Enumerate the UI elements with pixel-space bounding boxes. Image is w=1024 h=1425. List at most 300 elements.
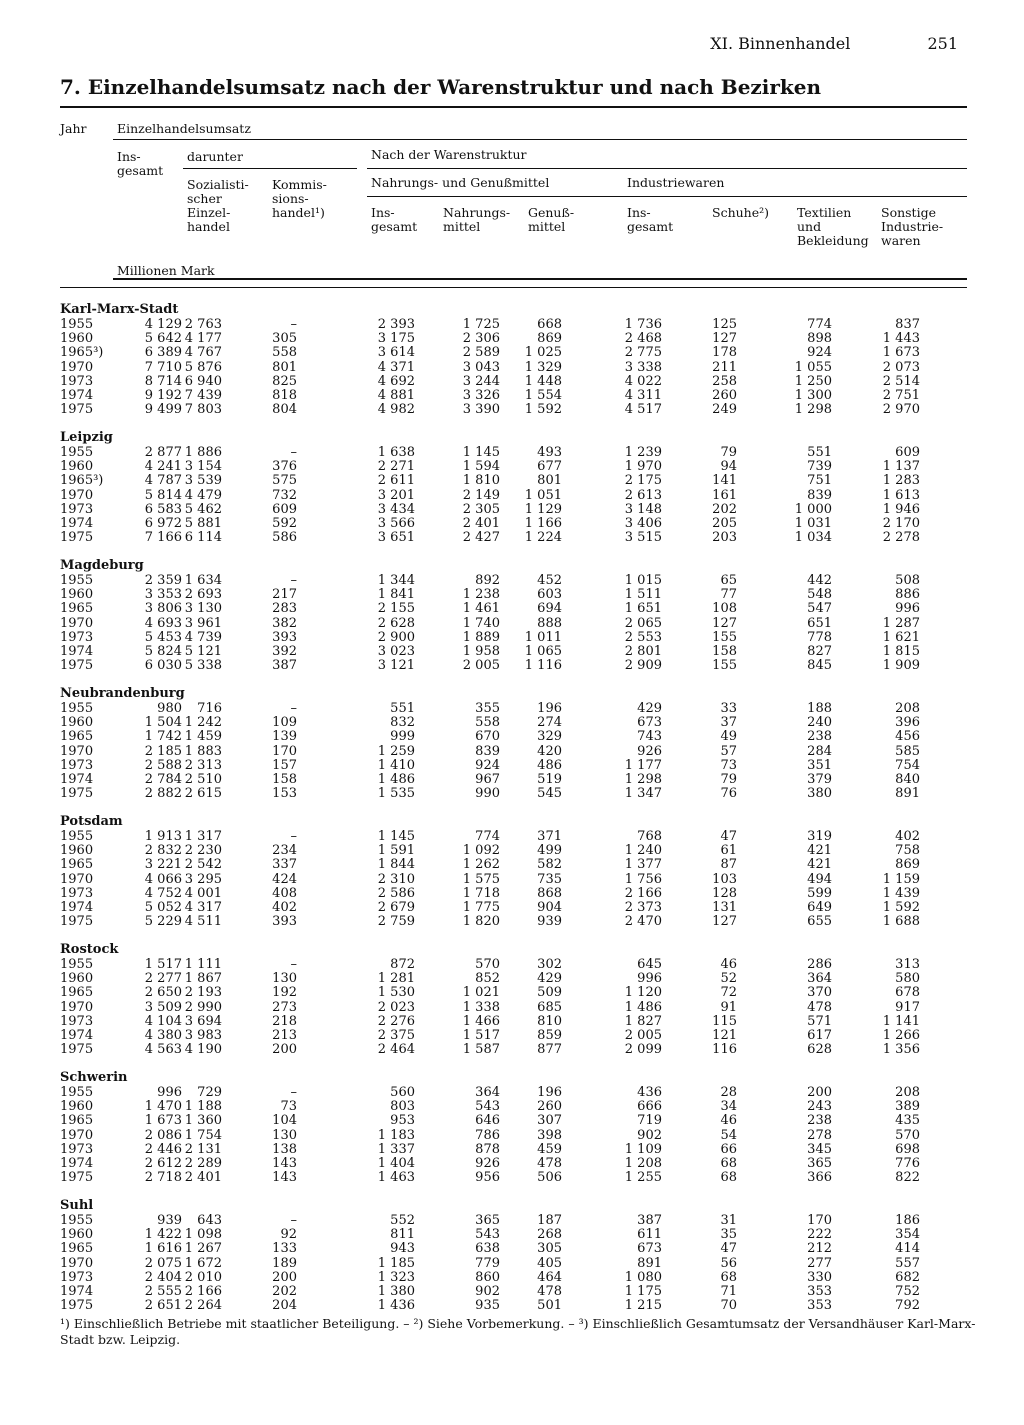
value-cell: 204 bbox=[272, 1298, 297, 1314]
value-cell: 70 bbox=[720, 1298, 737, 1314]
value-cell: 2 650 bbox=[144, 985, 182, 1001]
value-cell: 133 bbox=[272, 1241, 297, 1257]
value-cell: 87 bbox=[720, 857, 737, 873]
value-cell: 1 463 bbox=[377, 1170, 415, 1186]
value-cell: 5 462 bbox=[184, 501, 222, 517]
table-row bbox=[60, 915, 980, 929]
value-cell: 49 bbox=[720, 729, 737, 745]
value-cell: 6 030 bbox=[144, 658, 182, 674]
value-cell: 115 bbox=[712, 1013, 737, 1029]
value-cell: 138 bbox=[272, 1141, 297, 1157]
value-cell: 4 022 bbox=[624, 373, 662, 389]
table-row bbox=[60, 460, 980, 474]
table-row bbox=[60, 389, 980, 403]
value-cell: 1 120 bbox=[624, 985, 662, 1001]
value-cell: 2 427 bbox=[462, 530, 500, 546]
value-cell: 186 bbox=[895, 1213, 920, 1228]
region-name: Karl-Marx-Stadt bbox=[60, 302, 179, 317]
year-cell: 1960 bbox=[60, 1227, 94, 1243]
value-cell: 1 466 bbox=[462, 1013, 500, 1029]
value-cell: 379 bbox=[807, 771, 832, 787]
value-cell: 1 323 bbox=[377, 1269, 415, 1285]
table-row bbox=[60, 1129, 980, 1143]
value-cell: 79 bbox=[720, 771, 737, 787]
value-cell: 200 bbox=[272, 1269, 297, 1285]
value-cell: 238 bbox=[807, 729, 832, 745]
col-textilien: Textilien und Bekleidung bbox=[797, 205, 869, 248]
value-cell: 72 bbox=[720, 985, 737, 1001]
value-cell: 170 bbox=[272, 743, 297, 759]
value-cell: 2 099 bbox=[624, 1042, 662, 1058]
year-cell: 1974 bbox=[60, 1027, 94, 1043]
value-cell: 2 470 bbox=[624, 914, 662, 930]
value-cell: 670 bbox=[475, 729, 500, 745]
year-cell: 1960 bbox=[60, 715, 94, 731]
value-cell: 768 bbox=[637, 829, 662, 844]
value-cell: 852 bbox=[475, 971, 500, 987]
value-cell: 5 121 bbox=[184, 643, 222, 659]
value-cell: 5 338 bbox=[184, 658, 222, 674]
value-cell: 1 137 bbox=[882, 459, 920, 475]
value-cell: 1 281 bbox=[377, 971, 415, 987]
value-cell: 6 972 bbox=[144, 515, 182, 531]
value-cell: 2 375 bbox=[377, 1027, 415, 1043]
value-cell: 307 bbox=[537, 1113, 562, 1129]
value-cell: 990 bbox=[475, 786, 500, 802]
value-cell: 202 bbox=[272, 1283, 297, 1299]
value-cell: 5 881 bbox=[184, 515, 222, 531]
value-cell: 345 bbox=[807, 1141, 832, 1157]
value-cell: 108 bbox=[712, 601, 737, 617]
value-cell: 187 bbox=[537, 1213, 562, 1228]
year-cell: 1970 bbox=[60, 871, 94, 887]
value-cell: 4 767 bbox=[184, 345, 222, 361]
year-cell: 1960 bbox=[60, 459, 94, 475]
value-cell: 651 bbox=[807, 615, 832, 631]
value-cell: 2 155 bbox=[377, 601, 415, 617]
value-cell: 4 104 bbox=[144, 1013, 182, 1029]
value-cell: 2 401 bbox=[184, 1170, 222, 1186]
value-cell: 1 613 bbox=[882, 487, 920, 503]
value-cell: 4 311 bbox=[624, 387, 662, 403]
value-cell: 2 149 bbox=[462, 487, 500, 503]
value-cell: 1 287 bbox=[882, 615, 920, 631]
value-cell: 127 bbox=[712, 615, 737, 631]
value-cell: 655 bbox=[807, 914, 832, 930]
value-cell: 92 bbox=[280, 1227, 297, 1243]
year-cell: 1955 bbox=[60, 317, 94, 332]
value-cell: 646 bbox=[475, 1113, 500, 1129]
value-cell: 1 672 bbox=[184, 1255, 222, 1271]
page-number: 251 bbox=[927, 34, 958, 53]
value-cell: 837 bbox=[895, 317, 920, 332]
value-cell: 1 470 bbox=[144, 1099, 182, 1115]
value-cell: 103 bbox=[712, 871, 737, 887]
value-cell: 839 bbox=[807, 487, 832, 503]
table-row bbox=[60, 1285, 980, 1299]
value-cell: 125 bbox=[712, 317, 737, 332]
value-cell: 478 bbox=[537, 1283, 562, 1299]
value-cell: 1 742 bbox=[144, 729, 182, 745]
table-row bbox=[60, 844, 980, 858]
value-cell: 1 404 bbox=[377, 1155, 415, 1171]
value-cell: 329 bbox=[537, 729, 562, 745]
table-row bbox=[60, 958, 980, 972]
value-cell: 376 bbox=[272, 459, 297, 475]
value-cell: 3 694 bbox=[184, 1013, 222, 1029]
value-cell: 127 bbox=[712, 914, 737, 930]
year-cell: 1970 bbox=[60, 999, 94, 1015]
value-cell: 1 436 bbox=[377, 1298, 415, 1314]
value-cell: 3 338 bbox=[624, 359, 662, 375]
value-cell: 571 bbox=[807, 1013, 832, 1029]
value-cell: 4 511 bbox=[184, 914, 222, 930]
value-cell: 202 bbox=[712, 501, 737, 517]
value-cell: 804 bbox=[272, 402, 297, 418]
year-cell: 1973 bbox=[60, 1269, 94, 1285]
value-cell: 2 289 bbox=[184, 1155, 222, 1171]
value-cell: 46 bbox=[720, 957, 737, 972]
value-cell: 869 bbox=[895, 857, 920, 873]
region-section bbox=[60, 302, 980, 417]
value-cell: – bbox=[290, 957, 297, 972]
value-cell: 494 bbox=[807, 871, 832, 887]
value-cell: 735 bbox=[537, 871, 562, 887]
value-cell: – bbox=[290, 445, 297, 460]
value-cell: 892 bbox=[475, 573, 500, 588]
value-cell: 743 bbox=[637, 729, 662, 745]
value-cell: 1 208 bbox=[624, 1155, 662, 1171]
value-cell: 519 bbox=[537, 771, 562, 787]
value-cell: 1 145 bbox=[377, 829, 415, 844]
table-row bbox=[60, 986, 980, 1000]
value-cell: 65 bbox=[720, 573, 737, 588]
table-row bbox=[60, 759, 980, 773]
value-cell: 68 bbox=[720, 1269, 737, 1285]
value-cell: 1 166 bbox=[524, 515, 562, 531]
value-cell: 421 bbox=[807, 843, 832, 859]
value-cell: 2 086 bbox=[144, 1127, 182, 1143]
value-cell: 3 406 bbox=[624, 515, 662, 531]
value-cell: – bbox=[290, 1085, 297, 1100]
value-cell: 2 073 bbox=[882, 359, 920, 375]
value-cell: 1 591 bbox=[377, 843, 415, 859]
value-cell: 3 023 bbox=[377, 643, 415, 659]
year-cell: 1970 bbox=[60, 615, 94, 631]
value-cell: 2 166 bbox=[184, 1283, 222, 1299]
value-cell: 1 883 bbox=[184, 743, 222, 759]
value-cell: 3 539 bbox=[184, 473, 222, 489]
value-cell: 506 bbox=[537, 1170, 562, 1186]
rule-under-groups bbox=[367, 196, 967, 197]
value-cell: 1 459 bbox=[184, 729, 222, 745]
value-cell: 878 bbox=[475, 1141, 500, 1157]
value-cell: 832 bbox=[390, 715, 415, 731]
value-cell: 351 bbox=[807, 757, 832, 773]
value-cell: 493 bbox=[537, 445, 562, 460]
value-cell: 1 970 bbox=[624, 459, 662, 475]
year-cell: 1955 bbox=[60, 829, 94, 844]
value-cell: 211 bbox=[712, 359, 737, 375]
value-cell: 2 784 bbox=[144, 771, 182, 787]
value-cell: 902 bbox=[637, 1127, 662, 1143]
value-cell: 4 692 bbox=[377, 373, 415, 389]
value-cell: 3 515 bbox=[624, 530, 662, 546]
year-cell: 1974 bbox=[60, 1283, 94, 1299]
value-cell: 389 bbox=[895, 1099, 920, 1115]
value-cell: 192 bbox=[272, 985, 297, 1001]
value-cell: 4 241 bbox=[144, 459, 182, 475]
value-cell: 758 bbox=[895, 843, 920, 859]
value-cell: 924 bbox=[807, 345, 832, 361]
table-row bbox=[60, 617, 980, 631]
value-cell: 1 224 bbox=[524, 530, 562, 546]
value-cell: 886 bbox=[895, 587, 920, 603]
year-cell: 1965³) bbox=[60, 345, 104, 361]
col-einzelhandelsumsatz: Einzelhandelsumsatz bbox=[117, 121, 251, 136]
table-row bbox=[60, 1086, 980, 1100]
value-cell: 943 bbox=[390, 1241, 415, 1257]
value-cell: – bbox=[290, 317, 297, 332]
value-cell: 803 bbox=[390, 1099, 415, 1115]
value-cell: 258 bbox=[712, 373, 737, 389]
value-cell: 980 bbox=[157, 701, 182, 716]
value-cell: 4 982 bbox=[377, 402, 415, 418]
year-cell: 1960 bbox=[60, 971, 94, 987]
value-cell: 1 116 bbox=[524, 658, 562, 674]
value-cell: 902 bbox=[475, 1283, 500, 1299]
value-cell: 73 bbox=[280, 1099, 297, 1115]
value-cell: 7 439 bbox=[184, 387, 222, 403]
value-cell: 3 651 bbox=[377, 530, 415, 546]
table-row bbox=[60, 503, 980, 517]
region-section bbox=[60, 686, 980, 801]
value-cell: 8 714 bbox=[144, 373, 182, 389]
region-section bbox=[60, 1198, 980, 1313]
value-cell: 1 347 bbox=[624, 786, 662, 802]
value-cell: 3 295 bbox=[184, 871, 222, 887]
value-cell: 2 023 bbox=[377, 999, 415, 1015]
value-cell: 273 bbox=[272, 999, 297, 1015]
value-cell: 57 bbox=[720, 743, 737, 759]
value-cell: 35 bbox=[720, 1227, 737, 1243]
value-cell: 76 bbox=[720, 786, 737, 802]
value-cell: 547 bbox=[807, 601, 832, 617]
table-row bbox=[60, 645, 980, 659]
value-cell: 200 bbox=[272, 1042, 297, 1058]
value-cell: 196 bbox=[537, 701, 562, 716]
value-cell: 421 bbox=[807, 857, 832, 873]
col-sonstige: Sonstige Industrie- waren bbox=[881, 205, 944, 248]
table-row bbox=[60, 631, 980, 645]
col-group-industrie: Industriewaren bbox=[627, 175, 725, 190]
value-cell: 155 bbox=[712, 629, 737, 645]
value-cell: 366 bbox=[807, 1170, 832, 1186]
value-cell: 222 bbox=[807, 1227, 832, 1243]
value-cell: 1 111 bbox=[184, 957, 222, 972]
value-cell: 66 bbox=[720, 1141, 737, 1157]
region-name: Leipzig bbox=[60, 430, 113, 445]
value-cell: 234 bbox=[272, 843, 297, 859]
value-cell: 1 360 bbox=[184, 1113, 222, 1129]
value-cell: 1 242 bbox=[184, 715, 222, 731]
value-cell: 5 876 bbox=[184, 359, 222, 375]
year-cell: 1974 bbox=[60, 899, 94, 915]
value-cell: 904 bbox=[537, 899, 562, 915]
value-cell: 868 bbox=[537, 885, 562, 901]
table-row bbox=[60, 1299, 980, 1313]
value-cell: 73 bbox=[720, 757, 737, 773]
value-cell: 387 bbox=[637, 1213, 662, 1228]
value-cell: 2 970 bbox=[882, 402, 920, 418]
value-cell: 2 801 bbox=[624, 643, 662, 659]
col-group-nahrung: Nahrungs- und Genußmittel bbox=[371, 175, 550, 190]
value-cell: 2 373 bbox=[624, 899, 662, 915]
value-cell: 4 739 bbox=[184, 629, 222, 645]
value-cell: 330 bbox=[807, 1269, 832, 1285]
value-cell: 548 bbox=[807, 587, 832, 603]
value-cell: 1 298 bbox=[624, 771, 662, 787]
value-cell: 2 170 bbox=[882, 515, 920, 531]
value-cell: 1 159 bbox=[882, 871, 920, 887]
table-row bbox=[60, 702, 980, 716]
value-cell: 1 239 bbox=[624, 445, 662, 460]
value-cell: 353 bbox=[807, 1298, 832, 1314]
year-cell: 1973 bbox=[60, 373, 94, 389]
value-cell: 1 443 bbox=[882, 331, 920, 347]
value-cell: 1 377 bbox=[624, 857, 662, 873]
value-cell: 2 401 bbox=[462, 515, 500, 531]
value-cell: 822 bbox=[895, 1170, 920, 1186]
value-cell: 1 740 bbox=[462, 615, 500, 631]
year-cell: 1973 bbox=[60, 885, 94, 901]
table-row bbox=[60, 1114, 980, 1128]
value-cell: 2 359 bbox=[144, 573, 182, 588]
value-cell: 599 bbox=[807, 885, 832, 901]
value-cell: 1 673 bbox=[882, 345, 920, 361]
year-cell: 1974 bbox=[60, 643, 94, 659]
value-cell: 7 710 bbox=[144, 359, 182, 375]
value-cell: 2 611 bbox=[377, 473, 415, 489]
value-cell: 189 bbox=[272, 1255, 297, 1271]
table-row bbox=[60, 1100, 980, 1114]
value-cell: 996 bbox=[895, 601, 920, 617]
value-cell: 1 621 bbox=[882, 629, 920, 645]
value-cell: 698 bbox=[895, 1141, 920, 1157]
value-cell: 543 bbox=[475, 1099, 500, 1115]
year-cell: 1974 bbox=[60, 515, 94, 531]
value-cell: 370 bbox=[807, 985, 832, 1001]
value-cell: 779 bbox=[475, 1255, 500, 1271]
value-cell: 4 881 bbox=[377, 387, 415, 403]
value-cell: 170 bbox=[807, 1213, 832, 1228]
value-cell: 2 613 bbox=[624, 487, 662, 503]
value-cell: 319 bbox=[807, 829, 832, 844]
year-cell: 1965 bbox=[60, 1113, 94, 1129]
value-cell: 1 141 bbox=[882, 1013, 920, 1029]
value-cell: 284 bbox=[807, 743, 832, 759]
value-cell: 2 393 bbox=[377, 317, 415, 332]
value-cell: 1 841 bbox=[377, 587, 415, 603]
value-cell: 5 642 bbox=[144, 331, 182, 347]
value-cell: 3 221 bbox=[144, 857, 182, 873]
value-cell: 967 bbox=[475, 771, 500, 787]
value-cell: 558 bbox=[272, 345, 297, 361]
value-cell: 414 bbox=[895, 1241, 920, 1257]
value-cell: 1 338 bbox=[462, 999, 500, 1015]
rule-under-darunter bbox=[183, 168, 357, 169]
table-row bbox=[60, 1015, 980, 1029]
value-cell: 1 517 bbox=[462, 1027, 500, 1043]
unit-label: Millionen Mark bbox=[117, 263, 215, 278]
value-cell: 1 129 bbox=[524, 501, 562, 517]
value-cell: 5 052 bbox=[144, 899, 182, 915]
value-cell: 888 bbox=[537, 615, 562, 631]
value-cell: 776 bbox=[895, 1155, 920, 1171]
value-cell: 178 bbox=[712, 345, 737, 361]
col-schuhe: Schuhe²) bbox=[712, 205, 770, 220]
value-cell: 354 bbox=[895, 1227, 920, 1243]
value-cell: 1 298 bbox=[794, 402, 832, 418]
value-cell: 2 271 bbox=[377, 459, 415, 475]
value-cell: 205 bbox=[712, 515, 737, 531]
year-cell: 1960 bbox=[60, 587, 94, 603]
value-cell: 2 010 bbox=[184, 1269, 222, 1285]
value-cell: 478 bbox=[537, 1155, 562, 1171]
value-cell: 509 bbox=[537, 985, 562, 1001]
value-cell: 1 889 bbox=[462, 629, 500, 645]
value-cell: 3 434 bbox=[377, 501, 415, 517]
year-cell: 1975 bbox=[60, 914, 94, 930]
value-cell: 158 bbox=[712, 643, 737, 659]
value-cell: 1 109 bbox=[624, 1141, 662, 1157]
value-cell: 249 bbox=[712, 402, 737, 418]
year-cell: 1960 bbox=[60, 1099, 94, 1115]
col-insgesamt: Ins- gesamt bbox=[117, 149, 164, 178]
table-row bbox=[60, 787, 980, 801]
value-cell: 1 448 bbox=[524, 373, 562, 389]
table-row bbox=[60, 332, 980, 346]
value-cell: 1 177 bbox=[624, 757, 662, 773]
col-genussmittel: Genuß- mittel bbox=[528, 205, 575, 234]
value-cell: 365 bbox=[807, 1155, 832, 1171]
value-cell: 603 bbox=[537, 587, 562, 603]
value-cell: 4 752 bbox=[144, 885, 182, 901]
table-row bbox=[60, 1143, 980, 1157]
table-row bbox=[60, 1001, 980, 1015]
value-cell: 104 bbox=[272, 1113, 297, 1129]
value-cell: 393 bbox=[272, 629, 297, 645]
value-cell: 7 166 bbox=[144, 530, 182, 546]
value-cell: 3 121 bbox=[377, 658, 415, 674]
value-cell: 778 bbox=[807, 629, 832, 645]
year-cell: 1955 bbox=[60, 573, 94, 588]
value-cell: 580 bbox=[895, 971, 920, 987]
year-cell: 1965 bbox=[60, 729, 94, 745]
value-cell: 37 bbox=[720, 715, 737, 731]
value-cell: 1 725 bbox=[462, 317, 500, 332]
table-row bbox=[60, 1242, 980, 1256]
value-cell: 364 bbox=[807, 971, 832, 987]
value-cell: 825 bbox=[272, 373, 297, 389]
value-cell: 436 bbox=[637, 1085, 662, 1100]
value-cell: 1 380 bbox=[377, 1283, 415, 1299]
value-cell: 3 509 bbox=[144, 999, 182, 1015]
value-cell: 1 262 bbox=[462, 857, 500, 873]
section-title: XI. Binnenhandel bbox=[710, 34, 851, 53]
value-cell: 305 bbox=[537, 1241, 562, 1257]
value-cell: 996 bbox=[157, 1085, 182, 1100]
